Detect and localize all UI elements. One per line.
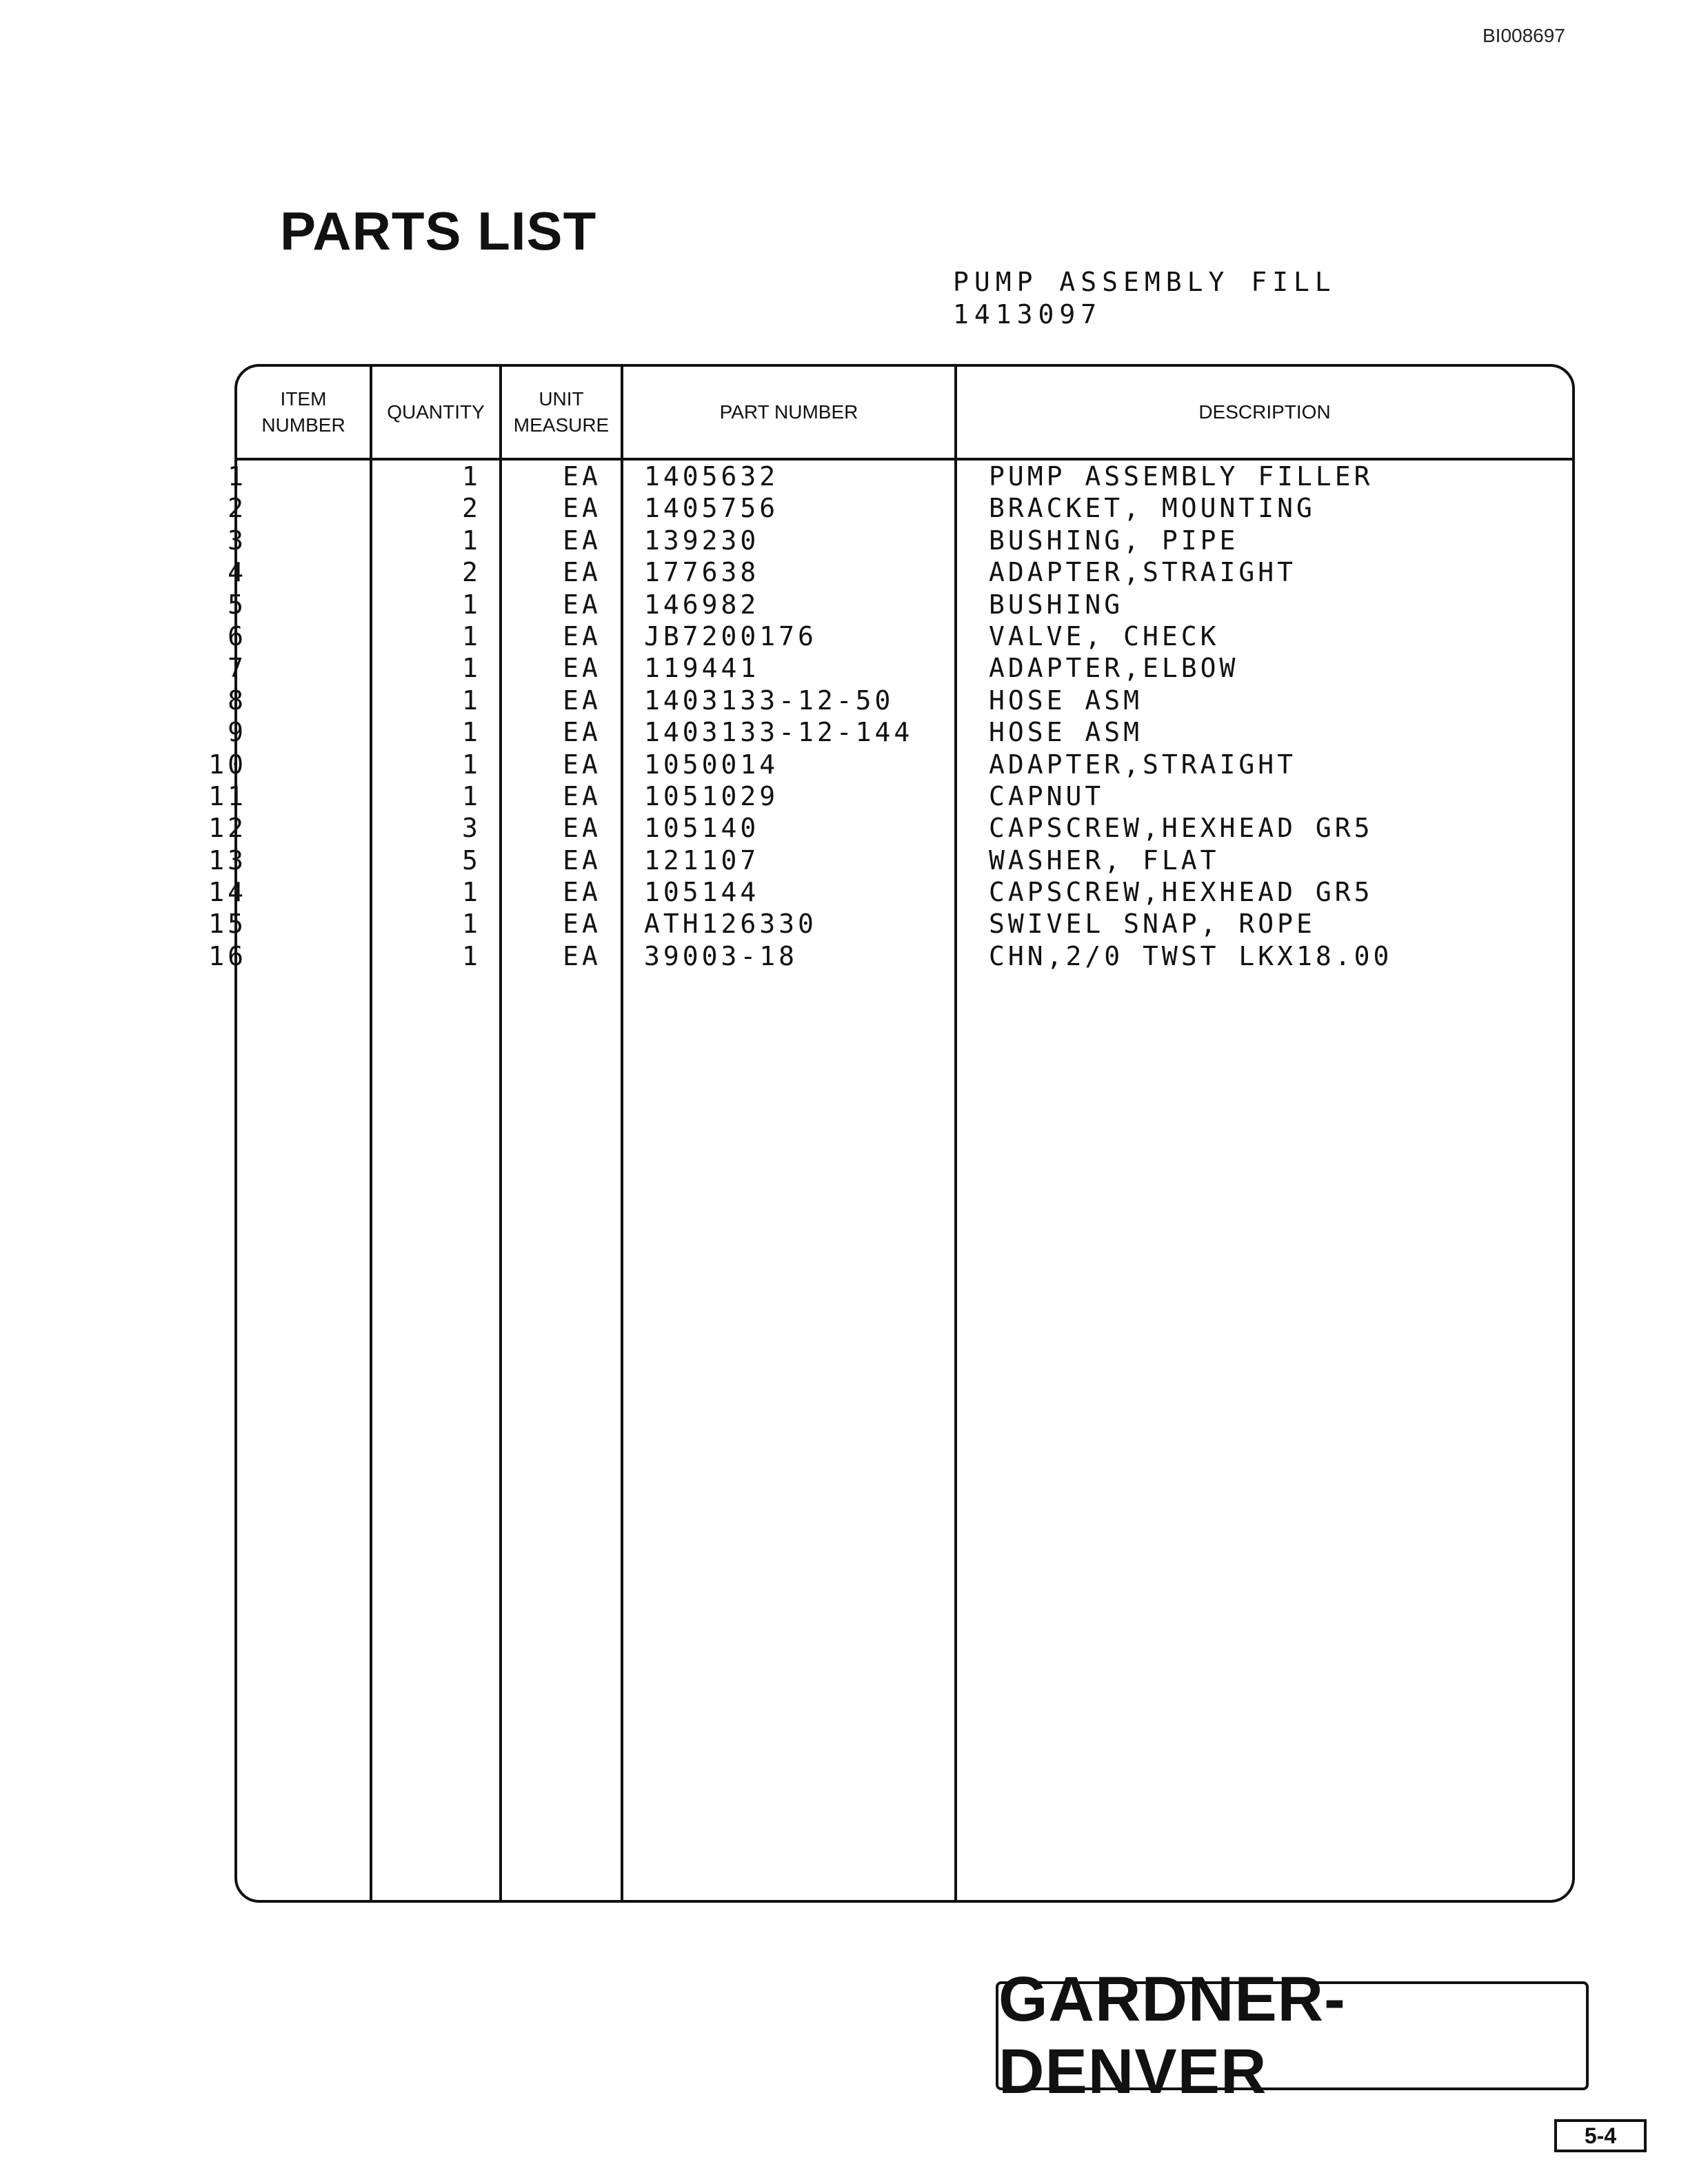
assembly-number: 1413097	[953, 299, 1103, 330]
unit-measure: EA	[563, 813, 601, 844]
quantity: 5	[462, 845, 481, 876]
item-number: 13	[208, 845, 247, 876]
header-unit-measure: UNIT MEASURE	[513, 388, 610, 436]
quantity: 1	[462, 525, 481, 556]
table-row	[208, 876, 1572, 908]
unit-measure: EA	[563, 749, 601, 780]
table-row	[208, 845, 1572, 876]
quantity: 1	[462, 909, 481, 940]
table-row	[228, 461, 1572, 492]
item-number: 16	[208, 940, 247, 971]
unit-measure: EA	[563, 461, 601, 492]
description: CAPSCREW,HEXHEAD GR5	[989, 813, 1374, 844]
table-row	[208, 749, 1572, 780]
header-item-number: ITEM NUMBER	[261, 388, 345, 436]
part-number: 1051029	[644, 780, 779, 811]
header-part-number: PART NUMBER	[719, 401, 858, 423]
quantity: 1	[462, 940, 481, 971]
table-row	[208, 812, 1572, 844]
part-number: 146982	[644, 589, 760, 620]
part-number: 1405632	[644, 461, 779, 492]
description: ADAPTER,STRAIGHT	[989, 557, 1297, 588]
quantity: 1	[462, 749, 481, 780]
table-row	[228, 620, 1572, 652]
table-row	[228, 525, 1572, 556]
quantity: 1	[462, 717, 481, 748]
part-number: JB7200176	[644, 620, 817, 651]
item-number: 2	[228, 493, 247, 524]
page-title: PARTS LIST	[280, 201, 597, 261]
quantity: 1	[462, 877, 481, 908]
description: CHN,2/0 TWST LKX18.00	[989, 940, 1393, 971]
item-number: 11	[208, 780, 247, 811]
item-number: 14	[208, 877, 247, 908]
quantity: 2	[462, 493, 481, 524]
part-number: 105144	[644, 877, 760, 908]
table-row	[228, 589, 1572, 620]
header-description: DESCRIPTION	[1198, 401, 1331, 423]
unit-measure: EA	[563, 525, 601, 556]
description: HOSE ASM	[989, 685, 1143, 716]
part-number: 1403133-12-144	[644, 717, 914, 748]
table-row	[228, 556, 1572, 588]
header-quantity: QUANTITY	[387, 401, 485, 423]
item-number: 3	[228, 525, 247, 556]
description: PUMP ASSEMBLY FILLER	[989, 461, 1374, 492]
description: HOSE ASM	[989, 717, 1143, 748]
part-number: 105140	[644, 813, 760, 844]
part-number: 1405756	[644, 493, 779, 524]
unit-measure: EA	[563, 909, 601, 940]
item-number: 4	[228, 557, 247, 588]
document-id: BI008697	[1483, 25, 1565, 46]
table-row	[228, 716, 1572, 748]
description: CAPNUT	[989, 780, 1105, 811]
description: BRACKET, MOUNTING	[989, 493, 1316, 524]
parts-table-body	[208, 461, 1572, 972]
item-number: 15	[208, 909, 247, 940]
unit-measure: EA	[563, 557, 601, 588]
unit-measure: EA	[563, 877, 601, 908]
item-number: 5	[228, 589, 247, 620]
table-row	[208, 780, 1572, 812]
item-number: 1	[228, 461, 247, 492]
quantity: 1	[462, 620, 481, 651]
part-number: 1050014	[644, 749, 779, 780]
item-number: 7	[228, 653, 247, 684]
unit-measure: EA	[563, 845, 601, 876]
quantity: 1	[462, 461, 481, 492]
part-number: 39003-18	[644, 940, 798, 971]
assembly-name: PUMP ASSEMBLY FILL	[953, 267, 1336, 297]
description: ADAPTER,STRAIGHT	[989, 749, 1297, 780]
unit-measure: EA	[563, 493, 601, 524]
unit-measure: EA	[563, 940, 601, 971]
unit-measure: EA	[563, 717, 601, 748]
quantity: 1	[462, 685, 481, 716]
part-number: 119441	[644, 653, 760, 684]
description: WASHER, FLAT	[989, 845, 1220, 876]
part-number: 121107	[644, 845, 760, 876]
description: SWIVEL SNAP, ROPE	[989, 909, 1316, 940]
description: ADAPTER,ELBOW	[989, 653, 1239, 684]
part-number: 1403133-12-50	[644, 685, 894, 716]
description: CAPSCREW,HEXHEAD GR5	[989, 877, 1374, 908]
part-number: 177638	[644, 557, 760, 588]
page-number: 5-4	[1554, 2119, 1647, 2152]
unit-measure: EA	[563, 589, 601, 620]
item-number: 6	[228, 620, 247, 651]
unit-measure: EA	[563, 780, 601, 811]
description: VALVE, CHECK	[989, 620, 1220, 651]
assembly-header	[953, 266, 1336, 331]
unit-measure: EA	[563, 685, 601, 716]
quantity: 3	[462, 813, 481, 844]
quantity: 1	[462, 653, 481, 684]
table-row	[228, 492, 1572, 524]
table-row	[228, 652, 1572, 684]
table-row	[208, 908, 1572, 940]
quantity: 2	[462, 557, 481, 588]
description: BUSHING, PIPE	[989, 525, 1239, 556]
item-number: 12	[208, 813, 247, 844]
description: BUSHING	[989, 589, 1124, 620]
unit-measure: EA	[563, 653, 601, 684]
quantity: 1	[462, 589, 481, 620]
item-number: 10	[208, 749, 247, 780]
quantity: 1	[462, 780, 481, 811]
item-number: 9	[228, 717, 247, 748]
item-number: 8	[228, 685, 247, 716]
part-number: 139230	[644, 525, 760, 556]
table-row	[228, 685, 1572, 716]
unit-measure: EA	[563, 620, 601, 651]
brand-logo: GARDNER-DENVER	[996, 1981, 1589, 2090]
part-number: ATH126330	[644, 909, 817, 940]
table-row	[208, 940, 1572, 972]
